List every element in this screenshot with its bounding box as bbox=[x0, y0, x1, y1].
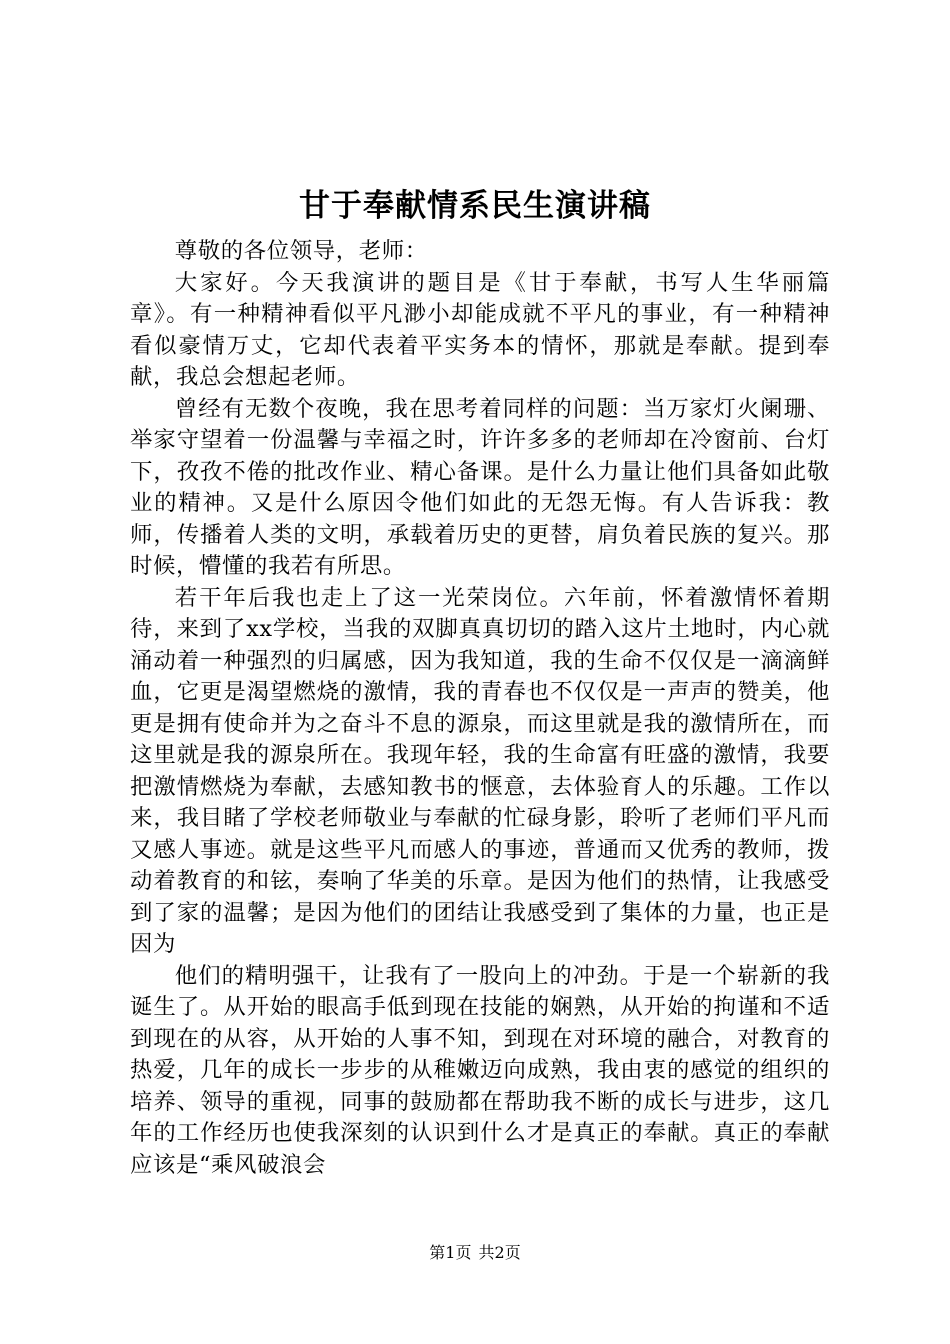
body-paragraph: 若干年后我也走上了这一光荣岗位。六年前，怀着激情怀着期待，来到了xx学校，当我的双脚真真切切的踏入这片土地时，内心就涌动着一种强烈的归属感，因为我知道，我的生命不仅仅是一滴滴鲜血，它更是渴望燃烧的激情，我的青春也不仅仅是一声声的赞美，他更是拥有使命并为之奋斗不息的源泉，而这里就是我的激情所在，而这里就是我的源泉所在。我现年轻，我的生命富有旺盛的激情，我要把激情燃烧为奉献，去感知教书的惬意，去体验育人的乐趣。工作以来，我目睹了学校老师敬业与奉献的忙碌身影，聆听了老师们平凡而又感人事迹。就是这些平凡而感人的事迹，普通而又优秀的教师，拨动着教育的和铉，奏响了华美的乐章。是因为他们的热情，让我感受到了家的温馨；是因为他们的团结让我感受到了集体的力量，也正是因为 bbox=[130, 584, 830, 957]
document-body bbox=[130, 236, 830, 1181]
document-title: 甘于奉献情系民生演讲稿 bbox=[299, 188, 651, 224]
page-total: 共2页 bbox=[478, 1243, 521, 1262]
body-paragraph: 大家好。今天我演讲的题目是《甘于奉献，书写人生华丽篇章》。有一种精神看似平凡渺小却能成就不平凡的事业，有一种精神看似豪情万丈，它却代表着平实务本的情怀，那就是奉献。提到奉献，我总会想起老师。 bbox=[130, 269, 830, 390]
salutation-paragraph: 尊敬的各位领导，老师： bbox=[174, 238, 428, 264]
page-footer bbox=[0, 1242, 950, 1264]
body-paragraph: 他们的精明强干，让我有了一股向上的冲劲。于是一个崭新的我诞生了。从开始的眼高手低到现在技能的娴熟，从开始的拘谨和不适到现在的从容，从开始的人事不知，到现在对环境的融合，对教育的热爱，几年的成长一步步的从稚嫩迈向成熟，我由衷的感觉的组织的培养、领导的重视，同事的鼓励都在帮助我不断的成长与进步，这几年的工作经历也使我深刻的认识到什么才是真正的奉献。真正的奉献应该是“乘风破浪会 bbox=[130, 962, 830, 1178]
body-paragraph: 曾经有无数个夜晚，我在思考着同样的问题：当万家灯火阑珊、举家守望着一份温馨与幸福之时，许许多多的老师却在冷窗前、台灯下，孜孜不倦的批改作业、精心备课。是什么力量让他们具备如此敬业的精神。又是什么原因令他们如此的无怨无悔。有人告诉我：教师，传播着人类的文明，承载着历史的更替，肩负着民族的复兴。那时候，懵懂的我若有所思。 bbox=[130, 395, 830, 579]
page-number: 第1页 bbox=[429, 1243, 472, 1262]
